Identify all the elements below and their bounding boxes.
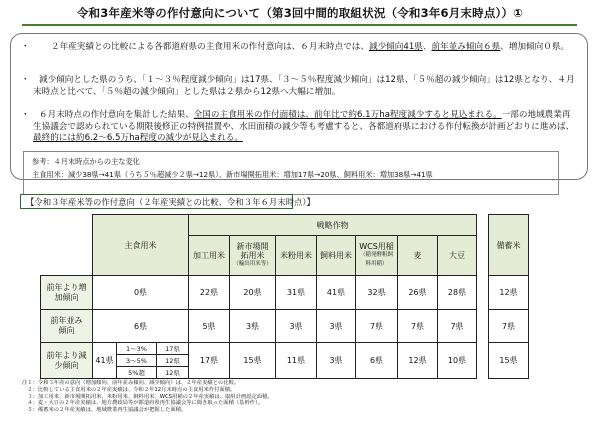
table-heading bbox=[20, 196, 315, 208]
page-title: 令和3年産米等の作付意向について（第3回中間的取組状況（令和3年6月末時点））① bbox=[76, 6, 524, 20]
cell-wcs: 32県 bbox=[356, 276, 398, 310]
breakdown-range: 3～5% bbox=[117, 355, 157, 367]
row-label-decrease bbox=[41, 343, 93, 379]
cell-soy: 10県 bbox=[438, 343, 477, 379]
bullet-1-text-a: ２年産実績との比較による各都道府県の主食用米の作付意向は、６月末時点では、 bbox=[51, 42, 369, 52]
bullet-2-text bbox=[33, 75, 578, 98]
header-reserve: 備蓄米 bbox=[489, 215, 529, 276]
cell-flour: 31県 bbox=[276, 276, 317, 310]
bullet-1-flat: 前年並み傾向６県 bbox=[431, 42, 501, 52]
cell-staple-total: 41県 bbox=[93, 343, 117, 379]
breakdown-range: 5%超 bbox=[117, 367, 157, 379]
intent-table bbox=[40, 214, 529, 379]
header-wcs-sub: （稲発酵粗飼料用稲） bbox=[359, 252, 393, 267]
cell-reserve: 7県 bbox=[489, 310, 529, 343]
header-wcs bbox=[356, 236, 398, 276]
footnote: ４：麦・大豆の２年産実績は、地方農政局等が都道府県再生協議会等に聞き取った面積（基幹作）。 bbox=[22, 400, 264, 407]
table-gap bbox=[477, 215, 489, 355]
cell-staple: 0県 bbox=[93, 276, 189, 310]
cell-wcs: 7県 bbox=[356, 310, 398, 343]
footnote: ３：加工用米、新市場開拓用米、米粉用米、飼料用米、WCS用稲の２年産実績は、取組計画認定面積。 bbox=[22, 393, 273, 400]
bullet-1-text-e: 、増加傾向０県。 bbox=[500, 42, 570, 52]
reference-line: 主食用米：減少38県→41県（うち５％超減少２県→12県）、新市場開拓用米：増加17県→20県、飼料用米：増加38県→41県 bbox=[32, 170, 433, 179]
table-row bbox=[41, 310, 529, 343]
cell-processing: 22県 bbox=[189, 276, 230, 310]
bullet-dot: ・ bbox=[21, 110, 30, 120]
bullet-3-text bbox=[33, 110, 578, 145]
bullet-1-text bbox=[33, 42, 578, 54]
footnote: ２：比較している主食用米の２年産実績は、令和２年12月末時点の主食用米作付面積。 bbox=[22, 386, 236, 393]
header-new-market-label: 新市場開拓用米 bbox=[236, 242, 269, 260]
bullet-2-body: 減少傾向とした県のうち、「１～３％程度減少傾向」は17県、「３～５％程度減少傾向」は12県、「５％超の減少傾向」は12県となり、４月末時点と比べて、「５％超の減少傾向」とした県は２県から12県へ大幅に増加。 bbox=[33, 75, 575, 97]
cell-feed: 41県 bbox=[317, 276, 356, 310]
breakdown-count: 12県 bbox=[157, 355, 189, 367]
header-staple: 主食用米 bbox=[93, 215, 189, 276]
cell-wheat: 26県 bbox=[398, 276, 438, 310]
row-label-flat-text: 前年並み傾向 bbox=[50, 316, 83, 335]
footnote: 注１：令和３年産の意向（増加傾向、前年並み傾向、減少傾向）は、２年産実績との比較。 bbox=[22, 380, 240, 386]
cell-soy: 28県 bbox=[438, 276, 477, 310]
cell-new-market: 20県 bbox=[230, 276, 276, 310]
title-underline bbox=[22, 24, 577, 26]
table-row bbox=[41, 343, 529, 355]
bullet-dot: ・ bbox=[21, 42, 30, 52]
bullet-1-decrease: 減少傾向41県 bbox=[368, 42, 423, 52]
header-wheat: 麦 bbox=[398, 236, 438, 276]
header-wcs-label: WCS用稲 bbox=[359, 242, 394, 251]
bullet-3-estimate: 全国の主食用米の作付面積は、前年比で約6.1万ha程度減少すると見込まれる。 bbox=[193, 110, 502, 120]
reference-title: 参考：４月末時点からの主な変化 bbox=[32, 157, 140, 166]
breakdown-count: 17県 bbox=[157, 343, 189, 355]
table-corner bbox=[41, 215, 93, 276]
row-label-increase bbox=[41, 276, 93, 310]
footnotes bbox=[22, 380, 273, 414]
header-new-market bbox=[230, 236, 276, 276]
cell-reserve: 12県 bbox=[489, 276, 529, 310]
summary-box bbox=[10, 33, 588, 180]
header-strategic: 戦略作物 bbox=[189, 215, 477, 236]
cell-processing: 17県 bbox=[189, 343, 230, 379]
footnote: ５：備蓄米の２年産実績は、地域農業再生協議会が把握した面積。 bbox=[22, 407, 187, 414]
cell-new-market: 15県 bbox=[230, 343, 276, 379]
table-row bbox=[41, 276, 529, 310]
cell-flour: 3県 bbox=[276, 310, 317, 343]
table-heading-text: 【令和３年産米等の作付意向（２年産実績との比較、令和３年６月末時点）】 bbox=[26, 197, 315, 207]
title-bar bbox=[0, 2, 600, 24]
header-processing: 加工用米 bbox=[189, 236, 230, 276]
cell-processing: 5県 bbox=[189, 310, 230, 343]
breakdown-count: 12県 bbox=[157, 367, 189, 379]
bullet-3-final-estimate: 最終的には約6.2～6.5万ha程度の減少が見込まれる。 bbox=[33, 133, 243, 143]
cell-soy: 7県 bbox=[438, 310, 477, 343]
bullet-1-sep: 、 bbox=[422, 42, 432, 52]
cell-feed: 3県 bbox=[317, 343, 356, 379]
header-feed: 飼料用米 bbox=[317, 236, 356, 276]
breakdown-range: 1～3% bbox=[117, 343, 157, 355]
bullet-dot: ・ bbox=[21, 75, 30, 85]
cell-wheat: 7県 bbox=[398, 310, 438, 343]
cell-feed: 3県 bbox=[317, 310, 356, 343]
cell-reserve: 15県 bbox=[489, 343, 529, 379]
header-soy: 大豆 bbox=[438, 236, 477, 276]
bullet-3-text-c: 一部の地域農業再生協議会で認められている期限後修正の特例措置や、水田面積の減少等も考慮すると、各都道府県における作付転換が計画どおりに進めば、 bbox=[33, 110, 575, 132]
header-new-market-sub: （輸出用米等） bbox=[233, 261, 272, 267]
cell-staple: 6県 bbox=[93, 310, 189, 343]
row-label-increase-text: 前年より増加傾向 bbox=[46, 282, 87, 302]
cell-wcs: 6県 bbox=[356, 343, 398, 379]
row-label-decrease-text: 前年より減少傾向 bbox=[46, 350, 87, 370]
cell-new-market: 3県 bbox=[230, 310, 276, 343]
reference-box bbox=[23, 151, 559, 195]
header-flour: 米粉用米 bbox=[276, 236, 317, 276]
bullet-3-text-a: ６月末時点の作付意向を集計した結果、 bbox=[39, 110, 194, 120]
row-label-flat bbox=[41, 310, 93, 343]
cell-wheat: 12県 bbox=[398, 343, 438, 379]
cell-flour: 11県 bbox=[276, 343, 317, 379]
